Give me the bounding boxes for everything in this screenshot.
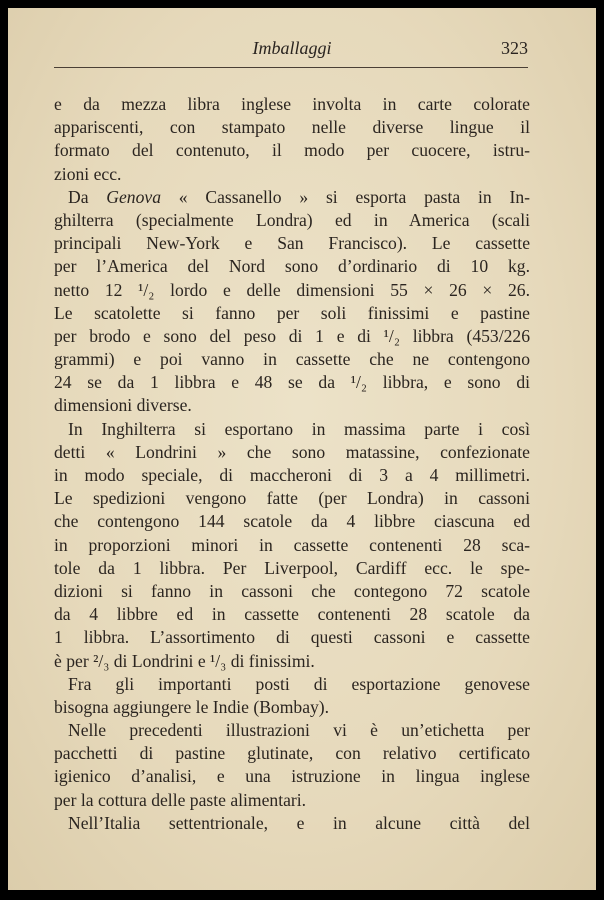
text-line: Nell’Italia settentrionale, e in alcune città del (68, 812, 530, 833)
text-line: per brodo e sono del peso di 1 e di ¹/₂ libbra (453/226 (54, 325, 530, 346)
text-line: dizioni si fanno in cassoni che contegono 72 scatole (54, 580, 530, 601)
text-line: dimensioni diverse. (54, 395, 192, 416)
paragraph (54, 673, 530, 719)
paragraph (54, 812, 530, 835)
text-line: principali New-York e San Francisco). Le cassette (54, 233, 530, 254)
text-line: e da mezza libra inglese involta in carte colorate (54, 94, 530, 114)
book-page (8, 8, 596, 890)
text-line: per l’America del Nord sono d’ordinario di 10 kg. (54, 256, 530, 277)
text-line: in modo speciale, di maccheroni di 3 a 4 millimetri. (54, 465, 530, 485)
text-line: Fra gli importanti posti di esportazione genovese (68, 673, 530, 694)
running-title: Imballaggi (252, 38, 332, 58)
text-line: Le spedizioni vengono fatte (per Londra) in cassoni (54, 488, 530, 509)
text-line: grammi) e poi vanno in cassette che ne contengono (54, 349, 530, 370)
text-line: è per ²/₃ di Londrini e ¹/₃ di finissimi. (54, 650, 315, 671)
text-line: Da Genova « Cassanello » si esporta pasta in In- (68, 186, 530, 207)
place-name: Genova (106, 186, 162, 207)
text-line: igienico d’analisi, e una istruzione in lingua inglese (54, 766, 530, 787)
page-number: 323 (501, 38, 528, 58)
paragraph (54, 186, 530, 418)
text-line: zioni ecc. (54, 163, 122, 184)
text-line: formato del contenuto, il modo per cuocere, istru- (54, 140, 530, 161)
text-line: 24 se da 1 libbra e 48 se da ¹/₂ libbra, e sono di (54, 372, 530, 393)
text-line: per la cottura delle paste alimentari. (54, 789, 307, 810)
header-rule (54, 67, 528, 68)
body-text (54, 93, 530, 835)
text-line: netto 12 ¹/₂ lordo e delle dimensioni 55 × 26 × 26. (54, 279, 530, 300)
page-header (54, 38, 530, 62)
text-line: ghilterra (specialmente Londra) ed in America (scali (54, 209, 530, 230)
text-line: Le scatolette si fanno per soli finissimi e pastine (54, 302, 530, 323)
paragraph (54, 418, 530, 673)
paragraph (54, 93, 530, 186)
text-line: bisogna aggiungere le Indie (Bombay). (54, 696, 330, 717)
text-line: in proporzioni minori in cassette contenenti 28 sca- (54, 534, 530, 555)
text-line: tole da 1 libbra. Per Liverpool, Cardiff ecc. le spe- (54, 557, 530, 578)
text-line: che contengono 144 scatole da 4 libbre ciascuna ed (54, 511, 530, 532)
text-line: 1 libbra. L’assortimento di questi cassoni e cassette (54, 627, 530, 648)
text-line: detti « Londrini » che sono matassine, confezionate (54, 441, 530, 462)
text-line: da 4 libbre ed in cassette contenenti 28 scatole da (54, 604, 530, 625)
paragraph (54, 719, 530, 812)
text-line: pacchetti di pastine glutinate, con relativo certificato (54, 743, 530, 764)
text-line: In Inghilterra si esportano in massima parte i così (68, 418, 530, 439)
text-line: appariscenti, con stampato nelle diverse lingue il (54, 117, 530, 138)
text-line: Nelle precedenti illustrazioni vi è un’etichetta per (68, 720, 530, 741)
